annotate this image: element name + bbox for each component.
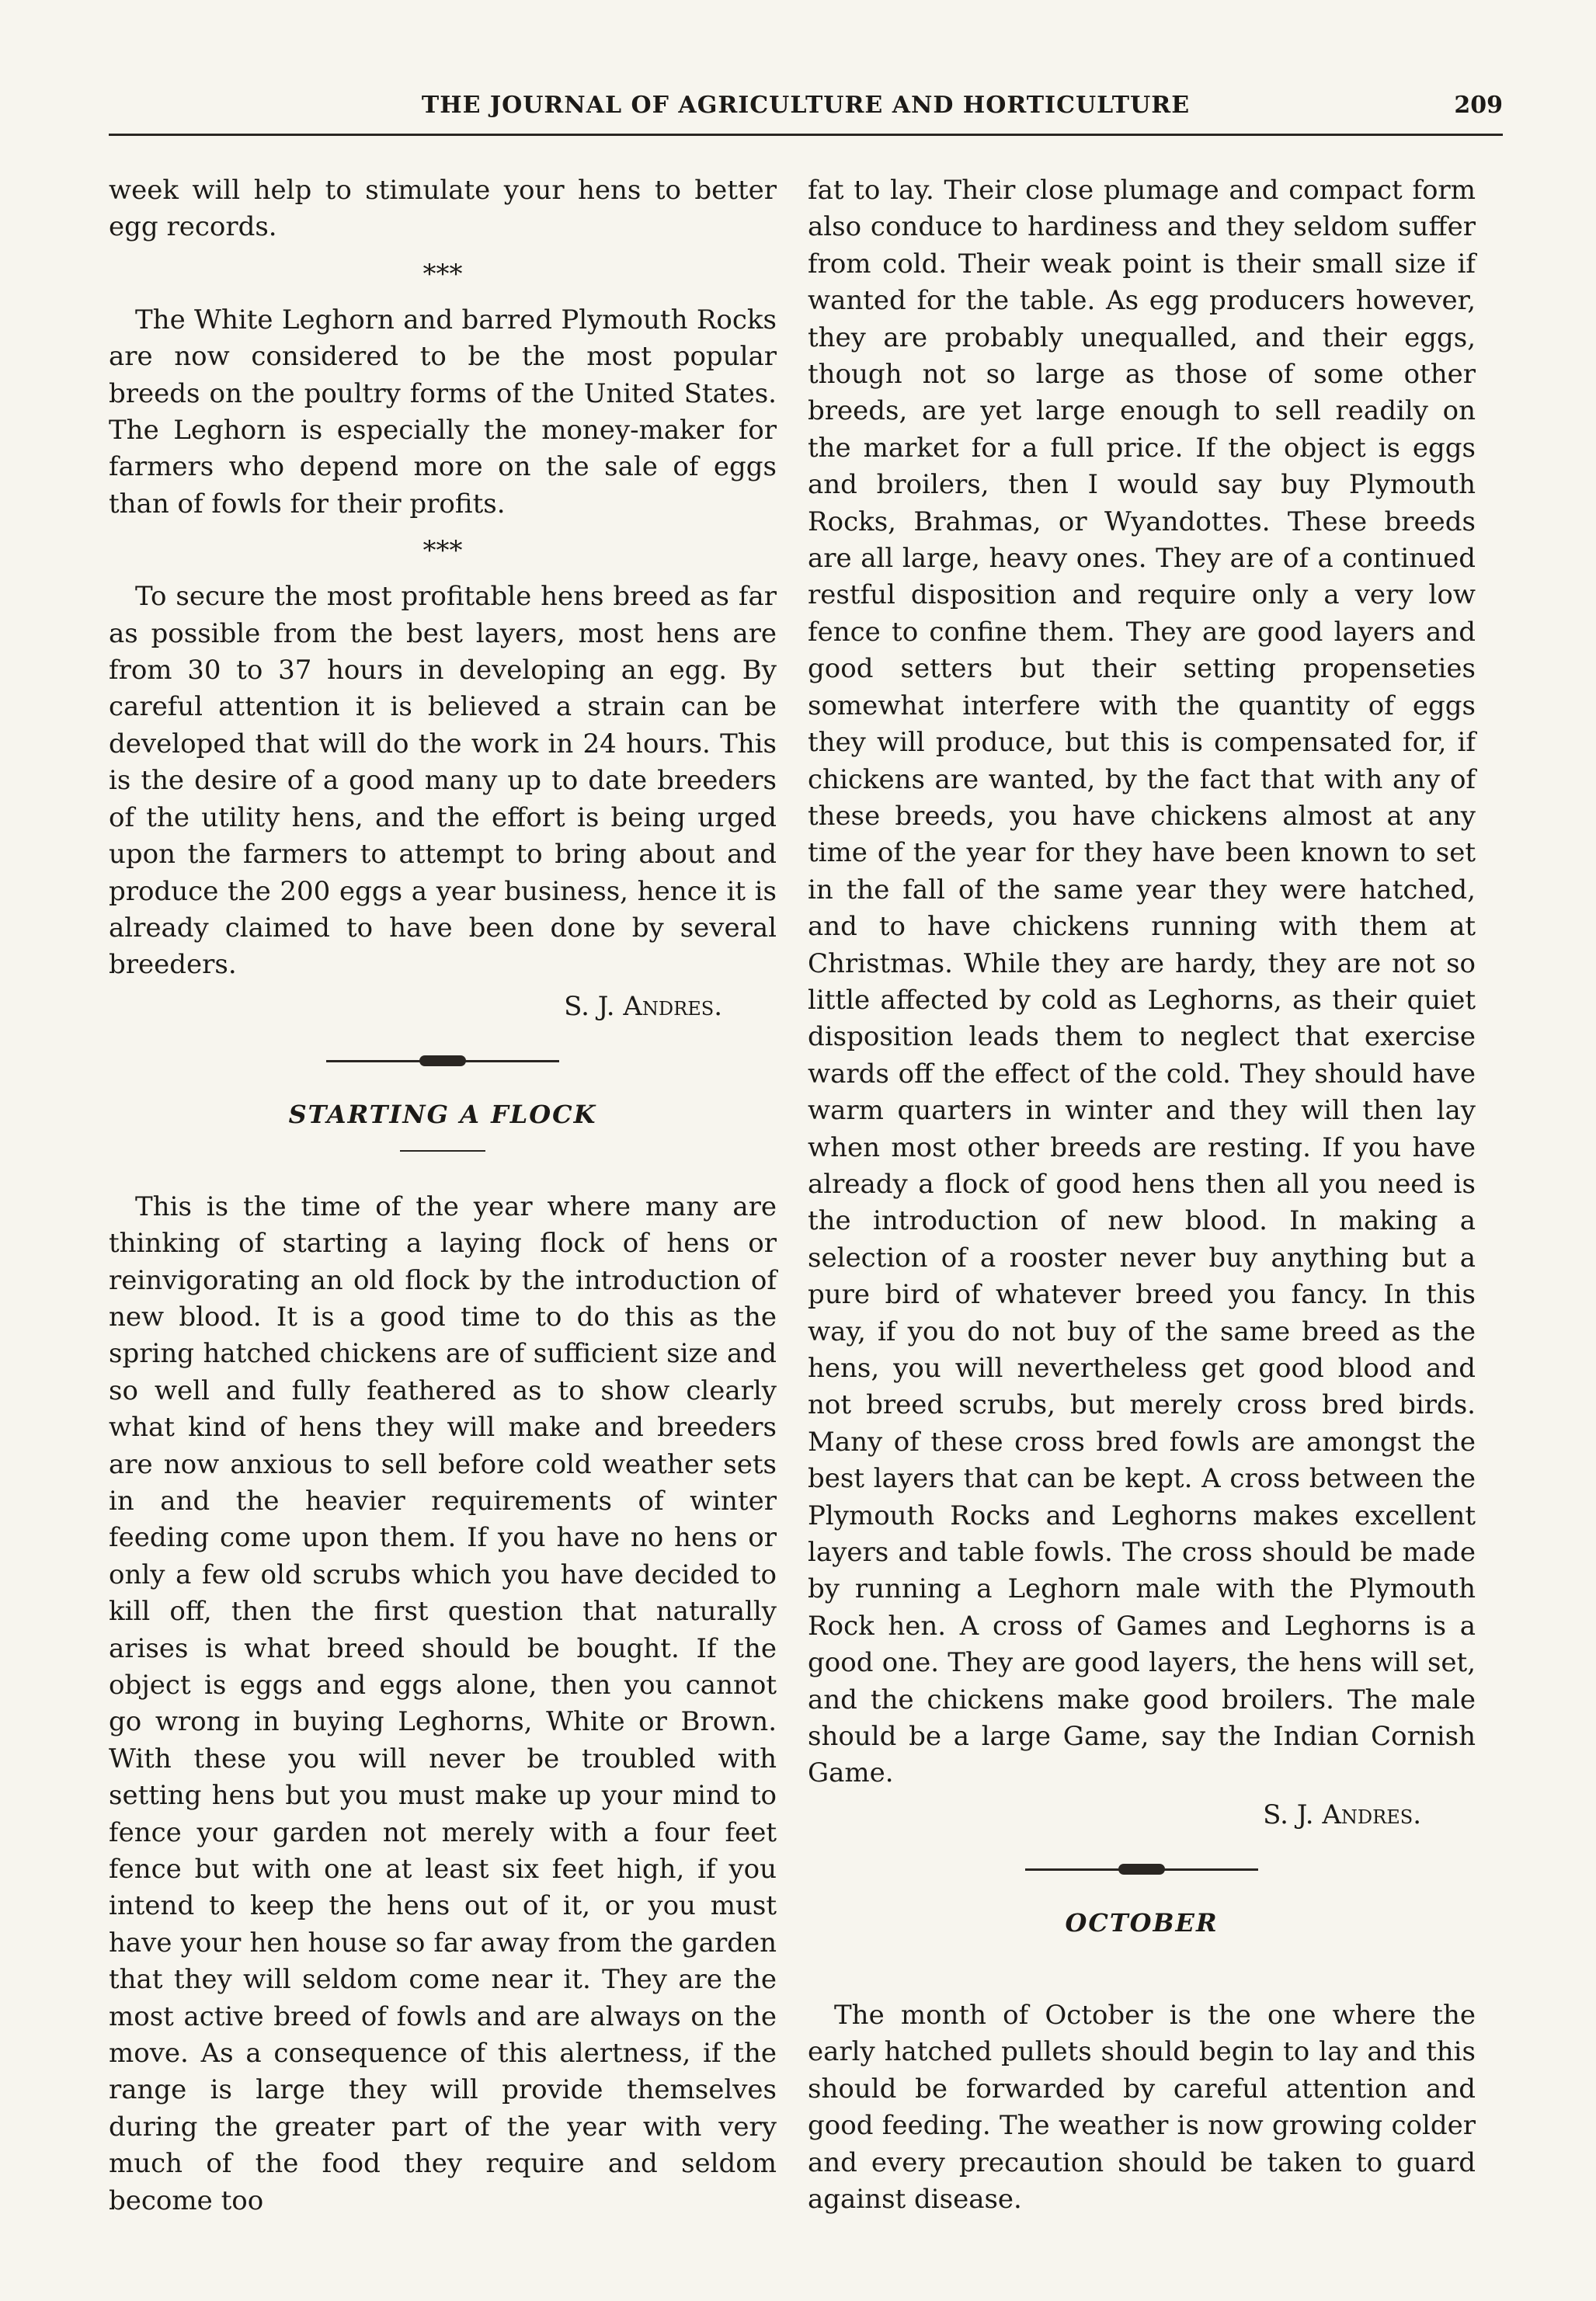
author-signature: S. J. Andres. <box>1263 1799 1421 1830</box>
title-spacer <box>808 1946 1476 1997</box>
right-column <box>808 172 1476 2218</box>
paragraph-popular-breeds: The White Leghorn and barred Plymouth Rocks are now considered to be the most popular breeds on the poultry forms of the United States. The Leghorn is especially the money-maker for farmers who depend more on the sale of eggs than of fowls for their profits. <box>109 304 777 520</box>
left-column <box>109 172 777 2219</box>
page-number: 209 <box>1454 92 1503 119</box>
section-divider <box>109 1029 777 1091</box>
paragraph-continued-breeds: fat to lay. Their close plumage and compact form also conduce to hardiness and they seldom suffer from cold. Their weak point is their small size if wanted for the table. As egg producers however, they are probably unequalled, and their eggs, though not so large as those of some other breeds, are yet large enough to sell readily on the market for a full price. If the object is eggs and broilers, then I would say buy Plymouth Rocks, Brahmas, or Wyandottes. These breeds are all large, heavy ones. They are of a continued restful disposition and require only a very low fence to confine them. They are good layers and good setters but their setting propenseties somewhat interfere with the quantity of eggs they will produce, but this is compensated for, if chickens are wanted, by the fact that with any of these breeds, you have chickens almost at any time of the year for they have been known to set in the fall of the same year they were hatched, and to have chickens running with them at Christmas. While they are hardy, they are not so little affected by cold as Leghorns, as their quiet disposition leads them to neglect that exercise wards off the effect of the cold. They should have warm quarters in winter and they will then lay when most other breeds are resting. If you have already a flock of good hens then all you need is the introduction of new blood. In making a selection of a rooster never buy anything but a pure bird of whatever breed you fancy. In this way, if you do not buy of the same breed as the hens, you will nevertheless get good blood and not breed scrubs, but merely cross bred birds. Many of these cross bred fowls are amongst the best layers that can be kept. A cross between the Plymouth Rocks and Leghorns makes excellent layers and table fowls. The cross should be made by running a Leghorn male with the Plymouth Rock hen. A cross of Games and Leghorns is a good one. They are good layers, the hens will set, and the chickens make good broilers. The male should be a large Game, say the Indian Cornish Game. <box>808 175 1476 1789</box>
running-header <box>109 92 1503 138</box>
section-divider <box>808 1837 1476 1900</box>
header-rule <box>109 134 1503 136</box>
journal-title: THE JOURNAL OF AGRICULTURE AND HORTICULTURE <box>421 92 1191 119</box>
asterism-divider: *** <box>422 535 463 567</box>
paragraph-starting-flock: This is the time of the year where many are thinking of starting a laying flock of hens or reinvigorating an old flock by the introduction of new blood. It is a good time to do this as the spring hatched chickens are of sufficient size and so well and fully feathered as to show clearly what kind of hens they will make and breeders are now anxious to sell before cold weather sets in and the heavier requirements of winter feeding come upon them. If you have no hens or only a few old scrubs which you have decided to kill off, then the first question that naturally arises is what breed should be bought. If the object is eggs and eggs alone, then you cannot go wrong in buying Leghorns, White or Brown. With these you will never be troubled with setting hens but you must make up your mind to fence your garden not merely with a four feet fence but with one at least six feet high, if you intend to keep the hens out of it, or you must have your hen house so far away from the garden that they will seldom come near it. They are the most active breed of fowls and are always on the move. As a consequence of this alertness, if the range is large they will provide themselves during the greater part of the year with very much of the food they require and seldom become too <box>109 1190 777 2216</box>
paragraph-egg-records: week will help to stimulate your hens to better egg records. <box>109 175 777 243</box>
paragraph-profitable-hens: To secure the most profitable hens breed as far as possible from the best layers, most hens are from 30 to 37 hours in developing an egg. By careful attention it is believed a strain can be developed that will do the work in 24 hours. This is the desire of a good many up to date breeders of the utility hens, and the effort is being urged upon the farmers to attempt to bring about and produce the 200 eggs a year business, hence it is already claimed to have been done by several breeders. <box>109 581 777 981</box>
paragraph-october: The month of October is the one where the early hatched pullets should begin to lay and this should be forwarded by careful attention and good feeding. The weather is now growing colder and every precaution should be taken to guard against disease. <box>808 1999 1476 2215</box>
asterism-divider: *** <box>422 258 463 290</box>
section-title-starting-a-flock: STARTING A FLOCK <box>288 1099 597 1129</box>
section-title-october: OCTOBER <box>1065 1907 1219 1938</box>
title-underline <box>109 1138 777 1189</box>
author-signature: S. J. Andres. <box>564 990 722 1022</box>
